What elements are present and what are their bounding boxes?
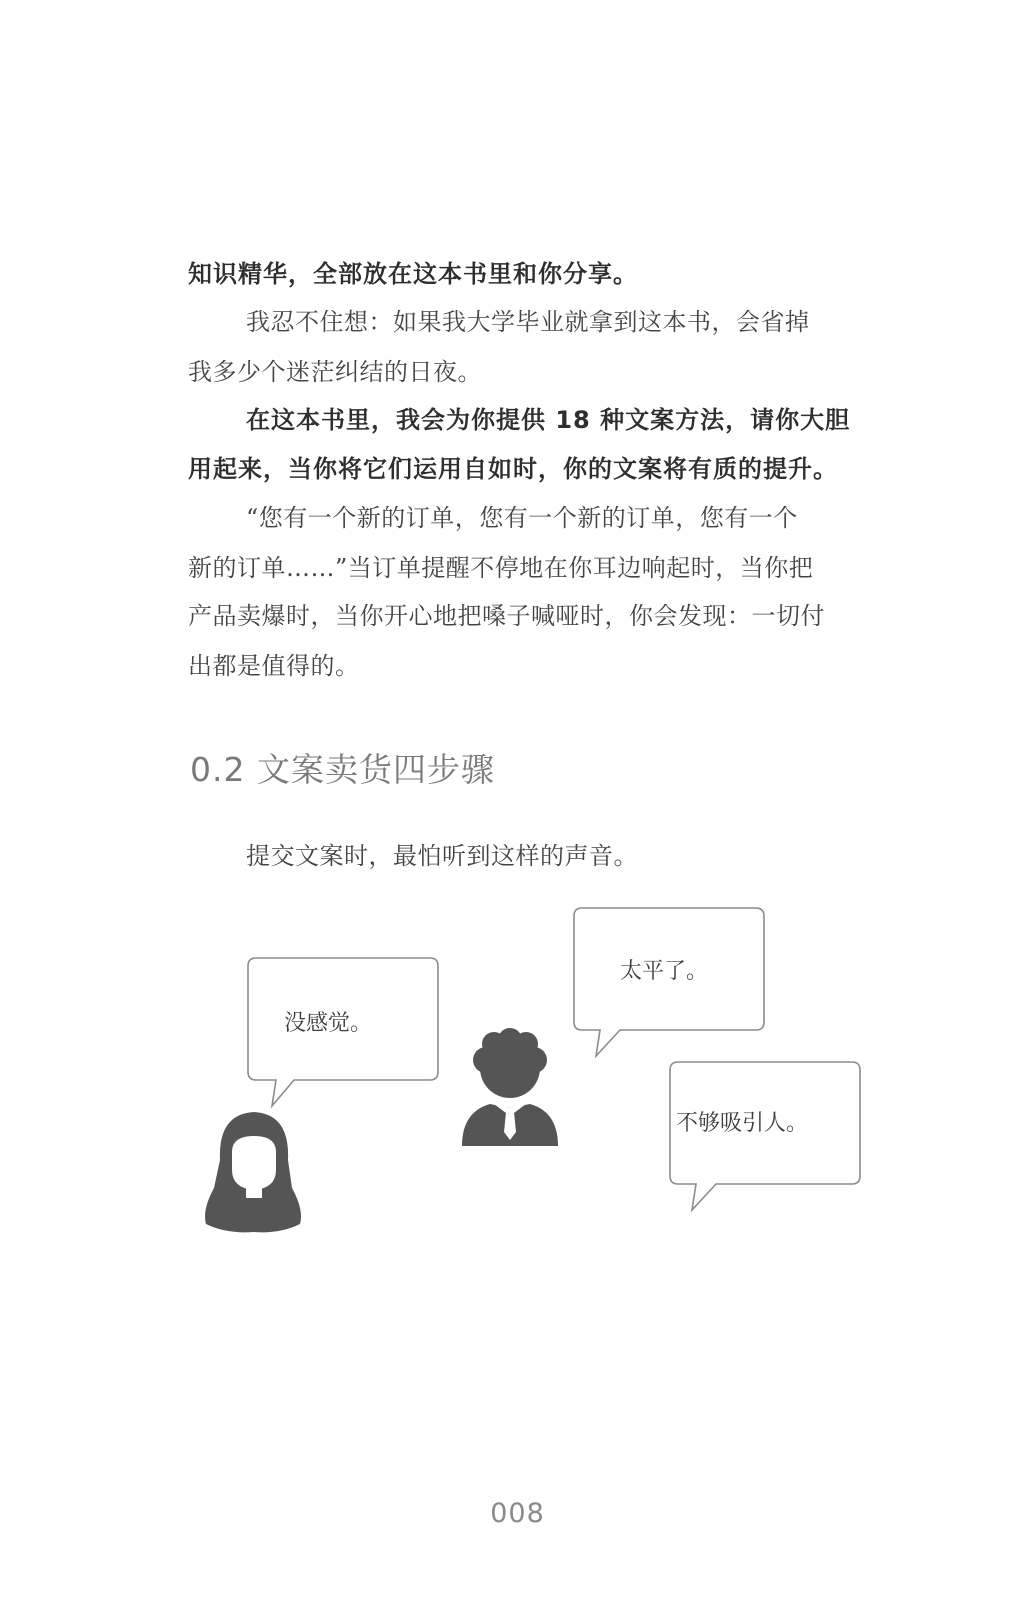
paragraph-4-line-4: 出都是值得的。 xyxy=(188,652,360,680)
bubble-bottom-right-text: 不够吸引人。 xyxy=(676,1111,809,1136)
page-number: 008 xyxy=(490,1498,545,1529)
speech-bubble-top-right xyxy=(574,908,764,1056)
speech-bubble-left xyxy=(248,958,438,1106)
paragraph-2-line-2: 我多少个迷茫纠结的日夜。 xyxy=(188,358,482,386)
paragraph-3-line-1: 在这本书里，我会为你提供 18 种文案方法，请你大胆 xyxy=(246,406,851,434)
man-icon xyxy=(462,1028,558,1146)
paragraph-1-line-1: 知识精华，全部放在这本书里和你分享。 xyxy=(188,260,638,288)
paragraph-4-line-1: “您有一个新的订单，您有一个新的订单，您有一个 xyxy=(246,504,798,532)
speech-bubble-bottom-right xyxy=(670,1062,860,1210)
woman-icon xyxy=(205,1112,301,1232)
paragraph-2-line-1: 我忍不住想：如果我大学毕业就拿到这本书，会省掉 xyxy=(246,308,810,336)
paragraph-3-line-2: 用起来，当你将它们运用自如时，你的文案将有质的提升。 xyxy=(188,455,838,483)
bubble-top-right-text: 太平了。 xyxy=(620,959,709,984)
section-intro: 提交文案时，最怕听到这样的声音。 xyxy=(246,842,638,870)
paragraph-4-line-2: 新的订单……”当订单提醒不停地在你耳边响起时，当你把 xyxy=(188,554,814,582)
paragraph-4-line-3: 产品卖爆时，当你开心地把嗓子喊哑时，你会发现：一切付 xyxy=(188,602,825,630)
section-title: 0.2 文案卖货四步骤 xyxy=(190,750,495,789)
bubble-left-text: 没感觉。 xyxy=(284,1011,373,1036)
